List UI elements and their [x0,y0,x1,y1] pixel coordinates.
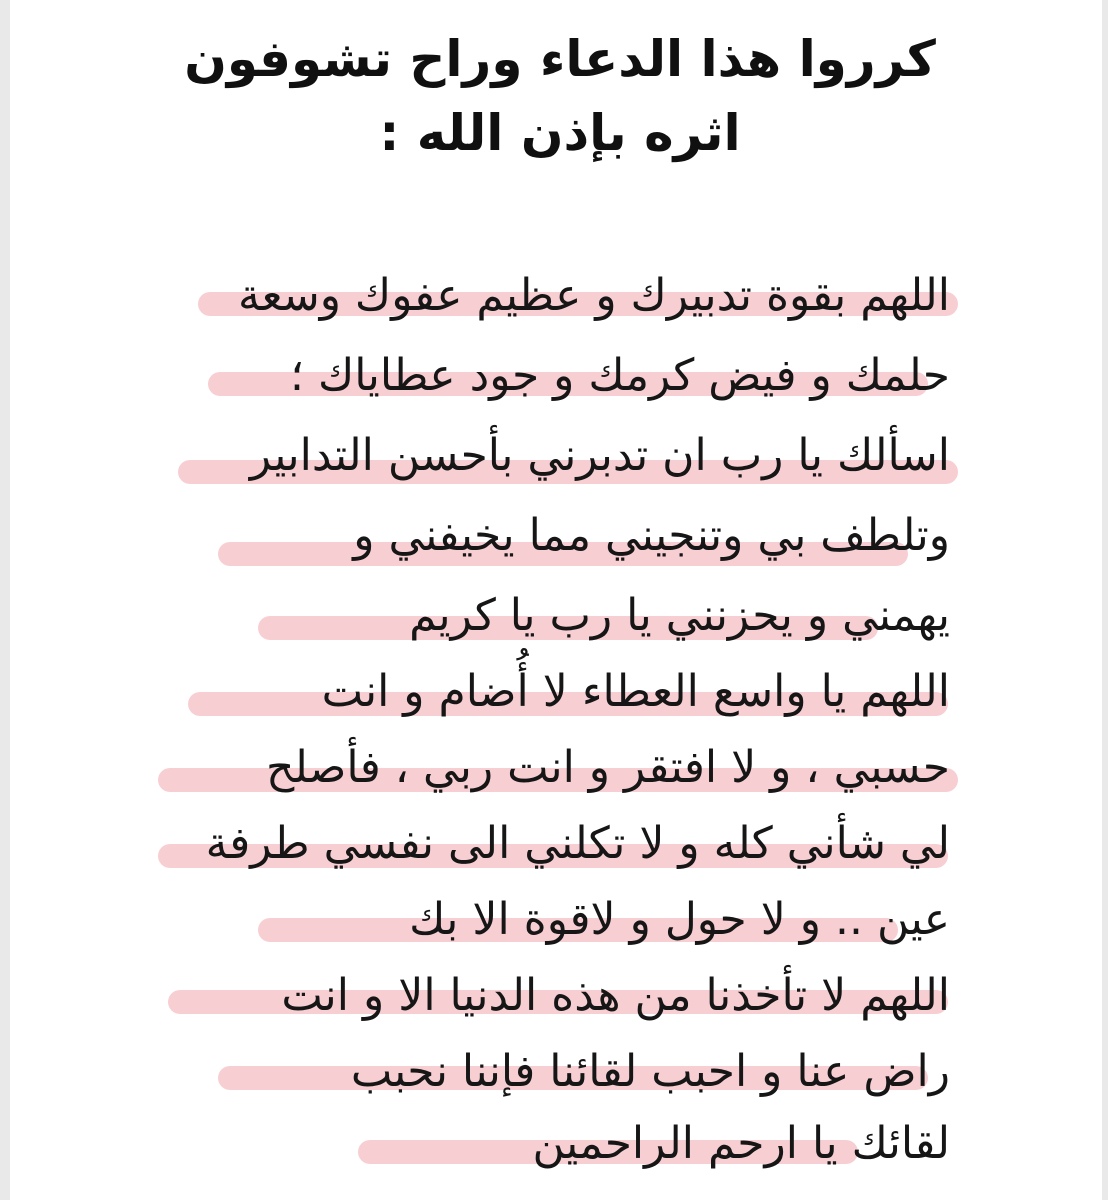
prayer-line-4: وتلطف بي وتنجيني مما يخيفني و [353,510,950,561]
prayer-line-5: يهمني و يحزنني يا رب يا كريم [409,590,950,641]
title-line-2: اثره بإذن الله : [379,104,741,162]
prayer-line-7: حسبي ، و لا افتقر و انت ربي ، فأصلح [266,742,950,793]
prayer-line-9: عين .. و لا حول و لاقوة الا بك [409,894,950,945]
prayer-line-6: اللهم يا واسع العطاء لا أُضام و انت [321,666,950,717]
prayer-line-11: راض عنا و احبب لقائنا فإننا نحبب [350,1046,950,1097]
prayer-line-12: لقائك يا ارحم الراحمين [532,1118,950,1169]
prayer-line-10: اللهم لا تأخذنا من هذه الدنيا الا و انت [281,970,950,1021]
left-border [0,0,10,1200]
prayer-line-1: اللهم بقوة تدبيرك و عظيم عفوك وسعة [238,270,950,321]
prayer-line-3: اسألك يا رب ان تدبرني بأحسن التدابير [249,430,950,481]
page-title [60,22,1060,170]
prayer-line-2: حلمك و فيض كرمك و جود عطاياك ؛ [290,350,950,401]
prayer-line-8: لي شأني كله و لا تكلني الى نفسي طرفة [205,818,950,869]
title-line-1: كرروا هذا الدعاء وراح تشوفون [184,30,936,88]
right-border [1102,0,1108,1200]
